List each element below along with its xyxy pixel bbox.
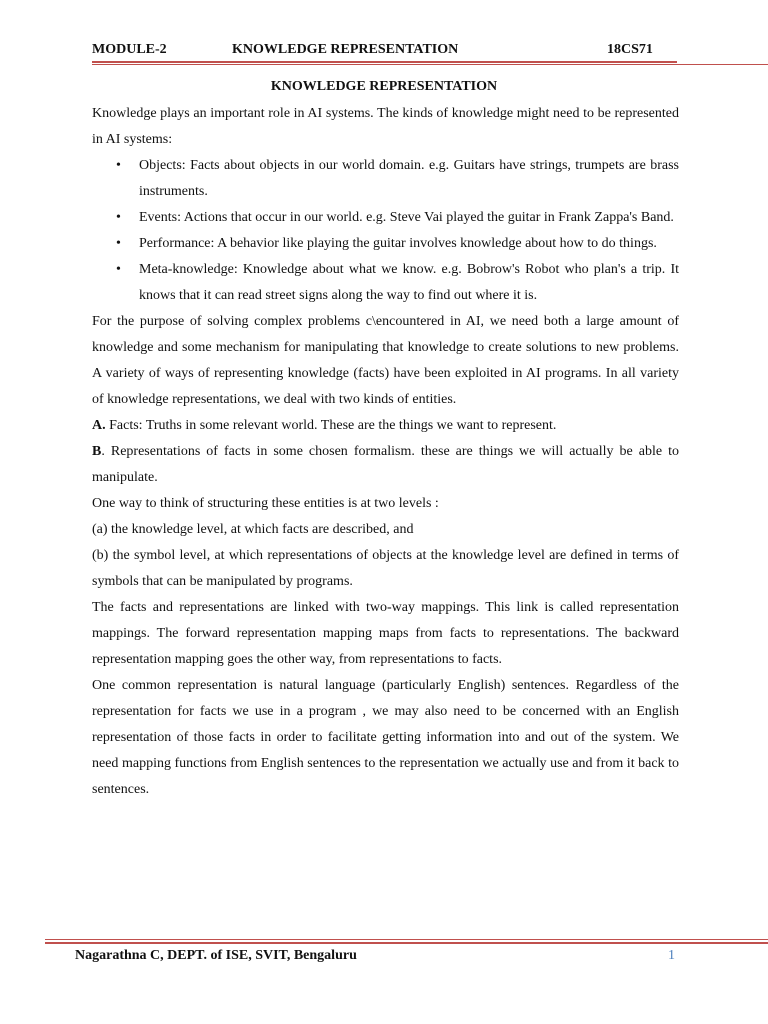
footer-author: Nagarathna C, DEPT. of ISE, SVIT, Bengaluru: [75, 948, 357, 963]
list-item-meta-knowledge: • Meta-knowledge: Knowledge about what we know. e.g. Bobrow's Robot who plan's a trip. It knows that it can read street signs along the way to find out where it is.: [92, 257, 679, 309]
mappings-paragraph: The facts and representations are linked with two-way mappings. This link is called representation mappings. The forward representation mapping maps from facts to representations. The backward representation mapping goes the other way, from representations to facts.: [92, 600, 679, 667]
knowledge-kinds-list: [92, 153, 679, 309]
list-item-objects: • Objects: Facts about objects in our world domain. e.g. Guitars have strings, trumpets are brass instruments.: [92, 153, 679, 205]
page-header: [92, 42, 677, 62]
header-module: MODULE-2: [92, 42, 167, 57]
representations-item-label: B: [92, 444, 102, 459]
representations-item: [92, 439, 679, 491]
facts-item-text: Facts: Truths in some relevant world. These are the things we want to represent.: [105, 418, 557, 433]
purpose-paragraph: For the purpose of solving complex problems c\encountered in AI, we need both a large amount of knowledge and some mechanism for manipulating that knowledge to create solutions to new problems. A variety of ways of representing knowledge (facts) have been exploited in AI programs. In all variety of knowledge representations, we deal with two kinds of entities.: [92, 314, 679, 407]
facts-item: [92, 413, 679, 439]
symbol-level-item: (b) the symbol level, at which representations of objects at the knowledge level are defined in terms of symbols that can be manipulated by programs.: [92, 548, 679, 589]
header-rule: [92, 61, 677, 63]
list-item-events: • Events: Actions that occur in our world. e.g. Steve Vai played the guitar in Frank Zappa's Band.: [92, 205, 679, 231]
natural-language-paragraph: One common representation is natural language (particularly English) sentences. Regardless of the representation for facts we use in a program , we may also need to be concerned with an English representation of those facts in order to facilitate getting information into and out of the system. We need mapping functions from English sentences to the representation we actually use and from it back to sentences.: [92, 678, 679, 797]
facts-item-label: A.: [92, 418, 106, 433]
header-course-code: 18CS71: [607, 42, 653, 57]
knowledge-level-item: (a) the knowledge level, at which facts are described, and: [92, 522, 414, 537]
document-body: [92, 101, 679, 803]
footer-rule: [45, 939, 768, 940]
page-title: KNOWLEDGE REPRESENTATION: [270, 79, 498, 94]
footer-rule-secondary: [45, 942, 768, 944]
page-number: 1: [668, 948, 675, 963]
header-rule-secondary: [92, 64, 768, 65]
representations-item-text: . Representations of facts in some chosen formalism. these are things we will actually be able to manipulate.: [92, 444, 679, 485]
list-item-performance: • Performance: A behavior like playing the guitar involves knowledge about how to do things.: [92, 231, 679, 257]
header-title: KNOWLEDGE REPRESENTATION: [232, 42, 459, 57]
levels-paragraph: One way to think of structuring these entities is at two levels :: [92, 496, 439, 511]
intro-paragraph: Knowledge plays an important role in AI systems. The kinds of knowledge might need to be represented in AI systems:: [92, 106, 679, 147]
